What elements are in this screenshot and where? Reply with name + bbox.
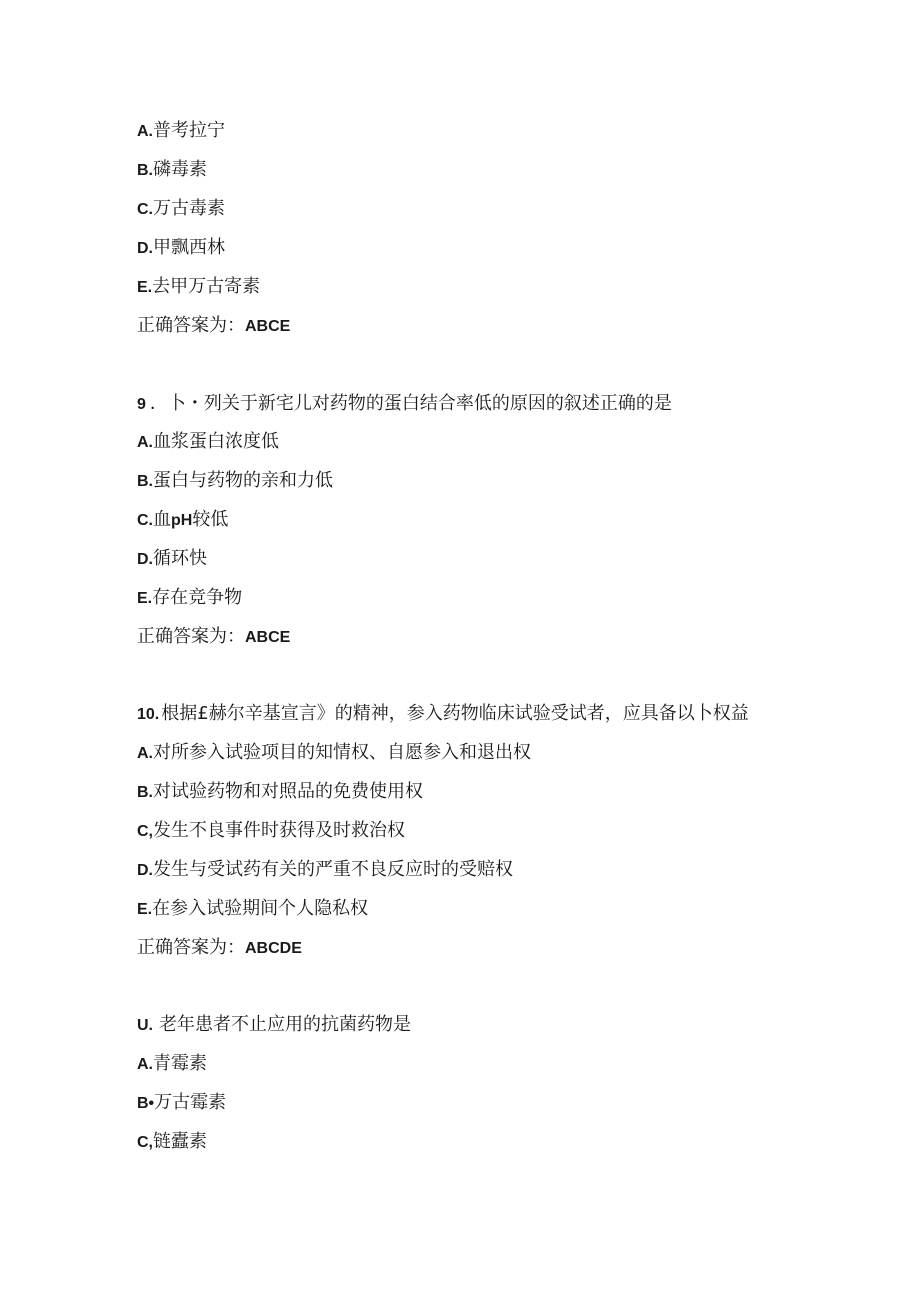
option-q9-e [137,586,242,611]
option-q8-d [137,236,225,261]
option-q9-d [137,547,207,572]
question-number: U. [137,1017,153,1034]
question-stem: 老年患者不止应用的抗菌药物是 [159,1014,411,1035]
answer-q9 [137,625,290,650]
option-text-ph: pH [171,512,193,529]
option-q8-a [137,119,225,144]
option-text: 磷毒素 [153,159,207,180]
answer-value: ABCDE [245,940,302,957]
option-q11-a [137,1052,207,1077]
option-q11-b [137,1091,226,1116]
option-q9-c [137,508,228,533]
answer-label: 正确答案为： [137,315,245,336]
option-q8-e [137,275,260,300]
option-text: 血浆蛋白浓度低 [153,431,279,452]
option-letter: D. [137,240,153,257]
option-letter: A. [137,123,153,140]
option-letter: B. [137,473,153,490]
option-letter: B. [137,784,153,801]
option-letter: D. [137,551,153,568]
option-letter: E. [137,279,153,296]
question-stem: 根据£赫尔辛基宣言》的精神，参入药物临床试验受试者，应具备以卜权益 [161,703,749,724]
option-q10-a [137,741,531,766]
option-text: 青霉素 [153,1053,207,1074]
option-letter: B• [137,1095,155,1112]
option-letter: A. [137,434,153,451]
answer-q8 [137,314,290,339]
option-q9-b [137,469,333,494]
option-text: 普考拉宁 [153,120,225,141]
option-text: 甲飘西林 [153,237,225,258]
option-letter: A. [137,745,153,762]
answer-label: 正确答案为： [137,626,245,647]
option-letter: D. [137,862,153,879]
answer-value: ABCE [245,629,291,646]
option-q10-c [137,819,405,844]
question-stem: ．卜・列关于新宅儿对药物的蛋白结合率低的原因的叙述正确的是 [149,393,672,414]
option-text: 在参入试验期间个人隐私权 [152,898,369,919]
option-letter: E. [137,590,153,607]
option-text: 循环快 [153,548,207,569]
answer-value: ABCE [245,318,291,335]
question-q10 [137,702,749,727]
question-number: 9 [137,396,146,413]
option-text: 链蠹素 [153,1131,207,1152]
option-text: 对所参入试验项目的知情权、自愿参入和退出权 [153,742,531,763]
question-number: 10. [137,706,160,723]
option-q9-a [137,430,279,455]
option-letter: A. [137,1056,153,1073]
option-text: 存在竞争物 [152,587,243,608]
option-q8-b [137,158,207,183]
option-text: 万古霉素 [154,1092,227,1113]
option-text: 发生不良事件时获得及时救治权 [153,820,405,841]
option-text: 发生与受试药有关的严重不良反应时的受赔权 [153,859,513,880]
option-letter: C, [137,823,153,840]
option-text: 蛋白与药物的亲和力低 [153,470,333,491]
answer-label: 正确答案为： [137,937,245,958]
option-letter: B. [137,162,153,179]
option-text: 万古毒素 [153,198,225,219]
option-q10-d [137,858,513,883]
option-q10-e [137,897,368,922]
option-q8-c [137,197,225,222]
option-text: 血 [153,509,171,530]
answer-q10 [137,936,302,961]
option-letter: E. [137,901,153,918]
option-text: 较低 [192,509,229,530]
option-text: 去甲万古寄素 [152,276,261,297]
question-q11 [137,1013,411,1038]
option-q11-c [137,1130,207,1155]
option-q10-b [137,780,423,805]
option-letter: C, [137,1134,153,1151]
option-text: 对试验药物和对照品的免费使用权 [153,781,423,802]
option-letter: C. [137,512,153,529]
question-q9 [137,392,672,417]
option-letter: C. [137,201,153,218]
